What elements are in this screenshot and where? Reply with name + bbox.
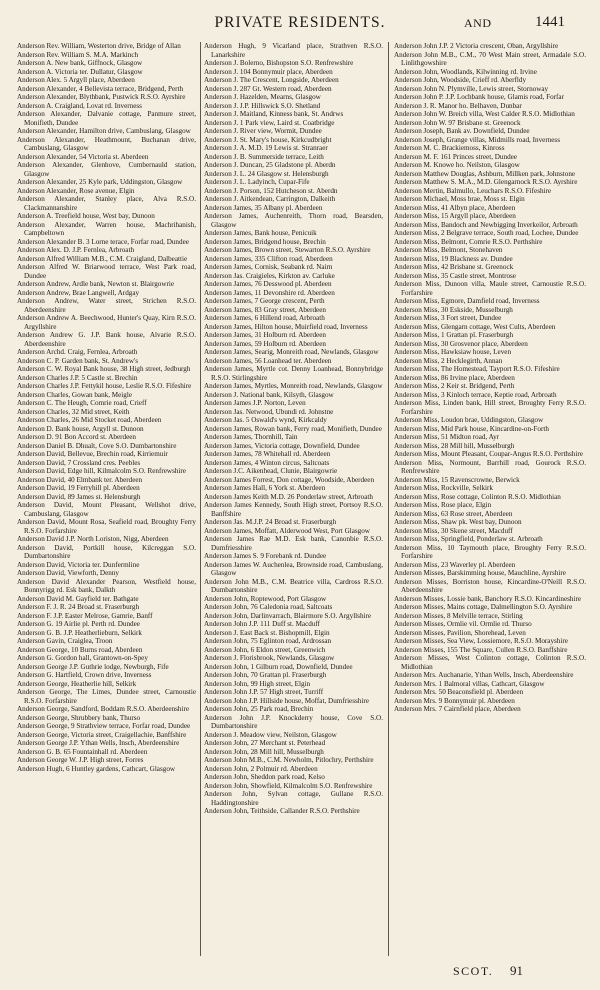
directory-entry: Anderson James, 76 Desswood pl. Aberdeen — [204, 280, 332, 288]
directory-entry: Anderson Jas. 5 Oswald's wynd, Kirkcaldy — [204, 416, 327, 424]
directory-entry: Anderson Daniel B. Dhualt, Cove S.O. Dumbartonshire — [17, 441, 177, 450]
directory-entry: Anderson Miss, 3 Fort street, Dundee — [394, 314, 502, 322]
directory-entry: Anderson James, 78 Whitehall rd. Aberdeen — [204, 450, 331, 458]
directory-entry: Anderson Mertin, Balmullo, Leuchars R.S.O. Fifeshire — [394, 186, 552, 195]
directory-entry: Anderson D. Bank house, Argyll st. Dunoon — [17, 424, 144, 433]
directory-entry: Anderson George, 9 Strathview terrace, Forfar road, Dundee — [17, 722, 191, 730]
directory-entry: Anderson James S. 9 Forebank rd. Dundee — [204, 552, 327, 560]
directory-entry: Anderson James, 7 George crescent, Perth — [204, 297, 325, 305]
directory-entry: Anderson Alex. 5 Argyll place, Aberdeen — [17, 76, 135, 84]
directory-entry: Anderson Misses, Barskimming house, Mauchline, Ayrshire — [394, 569, 566, 577]
directory-entry: Anderson James, Myrtle cot. Denny Loanhead, Bonnybridge R.S.O. Stirlingshire — [204, 365, 383, 382]
directory-entry: Anderson Hugh, 6 Huntley gardens, Cathcart, Glasgow — [17, 764, 176, 773]
directory-entry: Anderson Michael, Moss brae, Moss st. Elgin — [394, 195, 525, 203]
directory-entry: Anderson Miss, Belmont, Comrie R.S.O. Perthshire — [394, 237, 543, 246]
directory-entry: Anderson James, Thornhill, Tain — [204, 433, 298, 441]
directory-entry: Anderson F. J.P. Easter Melrose, Gamrie, Banff — [17, 611, 153, 620]
directory-entry: Anderson George, Shrubbery bank, Thurso — [17, 713, 141, 722]
directory-entry: Anderson Misses, Pavilion, Shorehead, Leven — [394, 628, 526, 637]
directory-entry: Anderson John J.P. 111 Duff st. Macduff — [204, 620, 321, 628]
directory-entry: Anderson George, Sandford, Boddam R.S.O. Aberdeenshire — [17, 705, 190, 713]
directory-entry: Anderson John, Roptewood, Port Glasgow — [204, 594, 327, 603]
directory-entry: Anderson J. 287 Gt. Western road, Aberdeen — [204, 84, 332, 93]
header-and: AND — [464, 16, 492, 30]
directory-entry: Anderson J. B. Summerside terrace, Leith — [204, 152, 324, 161]
directory-entry: Anderson James Forrest, Don cottage, Woodside, Aberdeen — [204, 475, 375, 484]
directory-entry: Anderson John, Darlinvarrach, Blairmore S.O. Argyllshire — [204, 611, 372, 620]
directory-entry: Anderson Misses, Lossie bank, Banchory R.S.O. Kincardineshire — [394, 594, 582, 603]
footer-number: 91 — [510, 963, 523, 978]
directory-entry: Anderson John M.B., C.M., 70 West Main street, Armadale S.O. Linlithgowshire — [394, 50, 586, 67]
directory-entry: Anderson John, 28 Mill hill, Musselburgh — [204, 747, 324, 756]
directory-entry: Anderson J. Aitkendean, Carrington, Dalkeith — [204, 195, 336, 203]
directory-entry: Anderson John, 25 Park road, Brechin — [204, 705, 314, 713]
directory-entry: Anderson Alexander, 54 Victoria st. Aberdeen — [17, 152, 149, 161]
directory-entry: Anderson J. Maitland, Kinness bank, St. Andrws — [204, 110, 344, 118]
directory-entry: Anderson J. National bank, Kilsyth, Glasgow — [204, 390, 334, 399]
directory-entry: Anderson J. 1 Park view, Laird st. Coatbridge — [204, 118, 335, 127]
directory-entry: Anderson Miss, 35 Castle street, Montrose — [394, 271, 516, 280]
directory-entry: Anderson Charles J.P. Fettykil house, Leslie R.S.O. Fifeshire — [17, 382, 192, 390]
page-header — [0, 14, 600, 34]
directory-entry: Anderson Miss, 30 Eskside, Musselburgh — [394, 305, 513, 314]
directory-entry: Anderson John, 70 Grattan pl. Fraserburgh — [204, 671, 327, 679]
directory-entry: Anderson James, Brown street, Stewarton R.S.O. Ayrshire — [204, 246, 371, 254]
directory-entry: Anderson Misses, Borriston house, Kincardine-O'Neill R.S.O. Aberdeenshire — [394, 577, 586, 594]
directory-entry: Anderson J. St. Mary's house, Kirkcudbright — [204, 135, 332, 144]
directory-entry: Anderson Miss, 3 Kinloch terrace, Keptie road, Arbroath — [394, 390, 557, 399]
footer-label: SCOT. — [453, 964, 494, 978]
directory-entry: Anderson Alexander, 25 Kyle park, Uddingston, Glasgow — [17, 178, 183, 186]
columns-area — [17, 42, 589, 956]
directory-entry: Anderson Jas. M.J.P. 24 Broad st. Fraserburgh — [204, 518, 337, 526]
directory-entry: Anderson Alfred W. Briarwood terrace, West Park road, Dundee — [17, 263, 196, 280]
directory-entry: Anderson Alfred William M.B., C.M. Craigland, Dalbeattie — [17, 254, 188, 263]
column-2 — [204, 42, 383, 956]
directory-entry: Anderson Miss, Rose place, Elgin — [394, 501, 492, 509]
directory-entry: Anderson M. Knowe ho. Neilston, Glasgow — [394, 161, 520, 169]
directory-entry: Anderson Joseph, Grange villas, Midmills road, Inverness — [394, 135, 560, 144]
directory-entry: Anderson James, Victoria cottage, Downfield, Dundee — [204, 441, 360, 450]
directory-entry: Anderson Miss, 23 Waverley pl. Aberdeen — [394, 560, 516, 569]
directory-entry: Anderson Charles, 32 Mid street, Keith — [17, 407, 130, 416]
directory-entry: Anderson James, Bridgend house, Brechin — [204, 237, 326, 246]
directory-entry: Anderson Miss, Rockville, Selkirk — [394, 484, 493, 492]
directory-entry: Anderson George, Heatherlie hill, Selkirk — [17, 679, 137, 688]
directory-entry: Anderson Alexander, Hamilton drive, Cambuslang, Glasgow — [17, 127, 191, 135]
directory-entry: Anderson Misses, 155 The Square, Cullen R.S.O. Banffshire — [394, 645, 568, 654]
directory-entry: Anderson Miss, Mid Park house, Kincardine-on-Forth — [394, 424, 549, 433]
directory-entry: Anderson Mrs. Auchanarie, Ythan Wells, Insch, Aberdeenshire — [394, 671, 574, 679]
directory-entry: Anderson Miss, Bandoch and Newbigging Inverkeilor, Arbroath — [394, 220, 578, 229]
directory-entry: Anderson David Alexander Pearson, Westfield house, Bonnyrigg rd. Esk bank, Dalkth — [17, 577, 196, 594]
directory-entry: Anderson J. Porson, 152 Hutcheson st. Aberdn — [204, 186, 338, 195]
directory-entry: Anderson John, 27 Merchant st. Peterhead — [204, 739, 326, 747]
directory-entry: Anderson Alexander, Glenhove, Cumbernauld station, Glasgow — [17, 161, 196, 178]
directory-entry: Anderson Miss, 30 Skene street, Macduff — [394, 526, 513, 535]
page-title: PRIVATE RESIDENTS. — [214, 14, 386, 31]
directory-entry: Anderson Rev. William, Westerton drive, Bridge of Allan — [17, 42, 181, 50]
directory-entry: Anderson J. L. Ladyinch, Cupar-Fife — [204, 178, 310, 186]
directory-entry: Anderson Miss, Loudon brae, Uddingston, Glasgow — [394, 416, 544, 424]
directory-entry: Anderson M. F. 161 Princes street, Dundee — [394, 152, 517, 161]
directory-entry: Anderson John N. Plymville, Lewis street, Stornoway — [394, 84, 549, 93]
directory-entry: Anderson James, Searig, Monreith road, Newlands, Glasgow — [204, 348, 379, 356]
directory-entry: Anderson Miss, 1 Grattan pl. Fraserburgh — [394, 331, 514, 339]
directory-entry: Anderson John J.P. Knockderry house, Cove S.O. Dumbartonshire — [204, 713, 383, 730]
column-3 — [394, 42, 586, 956]
directory-entry: Anderson G. B. J.P. Heatherlieburn, Selkirk — [17, 628, 142, 637]
directory-entry: Anderson John, Sylvan cottage, Gullane R.S.O. Haddingtonshire — [204, 790, 383, 807]
directory-entry: Anderson John, Showfield, Kilmalcolm S.O. Renfrewshire — [204, 781, 373, 790]
directory-entry: Anderson David, Mount Rosa, Seafield road, Broughty Ferry R.S.O. Forfarshire — [17, 518, 196, 535]
directory-entry: Anderson James, 59 Holburn rd. Aberdeen — [204, 339, 326, 348]
directory-entry: Anderson A. Victoria ter. Dullatur, Glasgow — [17, 67, 143, 76]
directory-entry: Anderson James Keith M.D. 26 Ponderlaw street, Arbroath — [204, 492, 373, 501]
directory-entry: Anderson J. River view, Wormit, Dundee — [204, 127, 322, 135]
directory-entry: Anderson Andrew G. J.P. Bank house, Alvarie R.S.O. Aberdeenshire — [17, 331, 196, 348]
directory-entry: Anderson David, Bellevue, Brechin road, Kirriemuir — [17, 450, 168, 458]
directory-entry: Anderson Andrew, Brae Langwell, Ardgay — [17, 288, 140, 297]
directory-entry: Anderson Charles, Gowan bank, Meigle — [17, 390, 133, 399]
directory-entry: Anderson John, Sheddon park road, Kelso — [204, 773, 325, 781]
directory-entry: Anderson Miss, 19 Blackness av. Dundee — [394, 254, 513, 263]
directory-entry: Anderson G. B. 65 Fountainhall rd. Aberdeen — [17, 747, 148, 756]
directory-entry: Anderson Miss, 2 Belgrave terrace, South road, Lochee, Dundee — [394, 229, 579, 237]
directory-entry: Anderson J. Hazelden, Mearns, Glasgow — [204, 93, 321, 101]
directory-entry: Anderson Miss, Glengarn cottage, West Cults, Aberdeen — [394, 322, 556, 331]
directory-entry: Anderson Alex. D. J.P. Fernlea, Arbroath — [17, 246, 135, 254]
directory-entry: Anderson James W. Auchenlea, Brownside road, Cambuslang, Glasgow — [204, 560, 383, 577]
directory-entry: Anderson David, Mount Pleasant, Wellshot drive, Cambuslang, Glasgow — [17, 501, 196, 518]
directory-entry: Anderson John, Teithside, Callander R.S.O. Perthshire — [204, 807, 360, 815]
directory-entry: Anderson Miss, Egmore, Damfield road, Inverness — [394, 297, 540, 305]
directory-entry: Anderson David, 19 Ferryhill pl. Aberdeen — [17, 484, 140, 492]
directory-entry: Anderson Alexander, Warren house, Machrihanish, Campbeltown — [17, 220, 196, 237]
directory-entry: Anderson John M.B., C.M. Newholm, Pitlochry, Perthshire — [204, 756, 374, 764]
directory-entry: Anderson Miss, Hawksiaw house, Leven — [394, 348, 512, 356]
directory-entry: Anderson Miss, Mount Pleasant, Coupar-Angus R.S.O. Perthshire — [394, 450, 583, 458]
directory-entry: Anderson James, 35 Albany pl. Aberdeen — [204, 203, 323, 212]
directory-entry: Anderson Alexander, Stanley place, Alva R.S.O. Clackmannanshire — [17, 195, 196, 212]
directory-entry: Anderson Jas. Craigieles, Kirkton av. Carluke — [204, 271, 335, 280]
directory-entry: Anderson John M.B., C.M. Beatrice villa, Cardross R.S.O. Dumbartonshire — [204, 577, 383, 594]
directory-entry: Anderson David, Edge hill, Kilmalcolm S.O. Renfrewshire — [17, 467, 186, 475]
directory-entry: Anderson Alexander, Blythbank, Pustwick R.S.O. Ayrshire — [17, 93, 186, 101]
directory-entry: Anderson J.C. Aikenhead, Clunie, Blairgowrie — [204, 467, 338, 475]
directory-entry: Anderson Gavin, Craiglea, Troon — [17, 637, 113, 645]
directory-entry: Anderson C. P. Garden bank, St. Andrew's — [17, 356, 139, 365]
directory-entry: Anderson Andrew, Ardle bank, Newton st. Blairgowrie — [17, 280, 175, 288]
directory-entry: Anderson Andrew, Water street, Strichen R.S.O. Aberdeenshire — [17, 297, 196, 314]
directory-entry: Anderson Miss, 51 Midton road, Ayr — [394, 433, 500, 441]
directory-entry: Anderson David, 40 Elmbank ter. Aberdeen — [17, 475, 143, 484]
directory-entry: Anderson George, 10 Burns road, Aberdeen — [17, 645, 143, 654]
directory-entry: Anderson Alexander, Heathmount, Buchanan drive, Cambuslang, Glasgow — [17, 135, 196, 152]
directory-entry: Anderson C. The Heugh, Comrie road, Crieff — [17, 399, 147, 407]
directory-entry: Anderson David, Victoria ter. Dunfermline — [17, 560, 140, 569]
directory-entry: Anderson James, 56 Loanhead ter. Aberdeen — [204, 356, 332, 365]
directory-entry: Anderson Alexander, Rose avenue, Elgin — [17, 186, 135, 195]
directory-entry: Anderson J. Duncan, 25 Gladstone pl. Aberdn — [204, 161, 336, 169]
directory-entry: Anderson J. Bolerno, Bishopston S.O. Renfrewshire — [204, 59, 354, 67]
directory-entry: Anderson Miss, 28 Mill hill, Musselburgh — [394, 441, 515, 450]
directory-entry: Anderson D. 91 Bon Accord st. Aberdeen — [17, 433, 136, 441]
directory-entry: Anderson David, 89 James st. Helensburgh — [17, 492, 141, 501]
directory-entry: Anderson James Rae M.D. Esk bank, Canonbie R.S.O. Dumfriesshire — [204, 535, 383, 552]
column-divider — [200, 42, 201, 956]
directory-entry: Anderson James, 31 Holburn rd. Aberdeen — [204, 331, 326, 339]
column-divider — [388, 42, 389, 956]
directory-entry: Anderson James, Bank house, Penicuik — [204, 229, 317, 237]
directory-entry: Anderson Miss, 15 Ravenscrowne, Berwick — [394, 475, 520, 484]
directory-entry: Anderson Miss, Normount, Barrhill road, Gourock R.S.O. Renfrewshire — [394, 458, 586, 475]
directory-entry: Anderson David J.P. North Loriston, Nigg, Aberdeen — [17, 535, 169, 543]
directory-entry: Anderson G. Gordon hall, Grantown-on-Spey — [17, 654, 148, 662]
directory-entry: Anderson Matthew S. M.A., M.D. Glengarnock R.S.O. Ayrshire — [394, 178, 578, 186]
directory-entry: Anderson Miss, 15 Argyll place, Aberdeen — [394, 212, 516, 220]
directory-entry: Anderson Mrs. 50 Beaconsfield pl. Aberdeen — [394, 688, 524, 696]
directory-entry: Anderson J. L. 24 Glasgow st. Helensburgh — [204, 169, 329, 178]
directory-entry: Anderson John, 1 Gilburn road, Downfield, Dundee — [204, 662, 353, 671]
directory-entry: Anderson John, 6 Eldon street, Greenwich — [204, 645, 326, 654]
directory-entry: Anderson Matthew Douglas, Ashburn, Millken park, Johnstone — [394, 169, 576, 178]
directory-entry: Anderson Misses, West Colinton cottage, Colinton R.S.O. Midlothian — [394, 654, 586, 671]
directory-entry: Anderson Joseph, Bank av. Downfield, Dundee — [394, 127, 530, 135]
directory-entry: Anderson Rev. William S. M.A. Markinch — [17, 50, 139, 59]
directory-entry: Anderson David, 7 Crossland cres. Peebles — [17, 458, 141, 467]
directory-entry: Anderson Miss, 41 Albyn place, Aberdeen — [394, 203, 516, 212]
directory-entry: Anderson Miss, Springfield, Ponderlaw st. Arbroath — [394, 535, 543, 543]
directory-entry: Anderson Misses, Ormlie vil. Ormlie rd. Thurso — [394, 620, 532, 628]
directory-entry: Anderson Andrew A. Beechwood, Hunter's Quay, Kirn R.S.O. Argyllshire — [17, 314, 196, 331]
directory-entry: Anderson Miss, 2 Keir st. Bridgend, Perth — [394, 382, 515, 390]
directory-entry: Anderson C. W. Royal Bank house, 38 High street, Jedburgh — [17, 365, 191, 373]
directory-entry: Anderson Jas. Netwood, Ubundi rd. Johnstne — [204, 407, 334, 416]
directory-entry: Anderson G. 19 Airlie pl. Perth rd. Dundee — [17, 620, 140, 628]
directory-entry: Anderson James J.P. Norton, Leven — [204, 399, 306, 407]
directory-entry: Anderson Mrs. 7 Cairnfield place, Aberdeen — [394, 705, 521, 713]
directory-entry: Anderson George J.P. Ythan Wells, Insch, Aberdeenshire — [17, 739, 180, 747]
directory-entry: Anderson Miss, Rose cottage, Colinton R.S.O. Midlothian — [394, 492, 561, 501]
directory-entry: Anderson James Hall, 6 York st. Aberdeen — [204, 484, 326, 492]
directory-entry: Anderson Misses, 8 Melville terrace, Stirling — [394, 611, 523, 620]
directory-entry: Anderson Miss, 42 Brisbane st. Greenock — [394, 263, 514, 271]
directory-entry: Anderson James, 83 Gray street, Aberdeen — [204, 305, 326, 314]
directory-entry: Anderson James, 335 Clifton road, Aberdeen — [204, 254, 333, 263]
page-footer — [0, 964, 600, 980]
directory-entry: Anderson James, 4 Winton circus, Saltcoats — [204, 458, 330, 467]
directory-entry: Anderson Miss, 30 Grosvenor place, Aberdeen — [394, 339, 528, 348]
directory-entry: Anderson Alexander, 4 Bellevista terrace, Bridgend, Perth — [17, 84, 184, 93]
directory-entry: Anderson J. Meadow view, Neilston, Glasgow — [204, 730, 337, 739]
directory-entry: Anderson James, 6 Hillend road, Arbroath — [204, 314, 325, 322]
directory-entry: Anderson J. The Crescent, Longside, Aberdeen — [204, 76, 339, 84]
directory-entry: Anderson Alexander, Dalvanie cottage, Panmure street, Monifieth, Dundee — [17, 110, 196, 127]
directory-entry: Anderson M. C. Brackiemoss, Kinross — [394, 144, 505, 152]
directory-entry: Anderson Mrs. 9 Bonnymuir pl. Aberdeen — [394, 696, 515, 705]
page-number: 1441 — [535, 14, 565, 30]
directory-entry: Anderson John, 2 Polmuir rd. Aberdeen — [204, 764, 318, 773]
directory-entry: Anderson Miss, 86 Irvine place, Aberdeen — [394, 373, 515, 382]
directory-entry: Anderson John, Woodlands, Kilwinning rd. Irvine — [394, 67, 537, 76]
directory-entry: Anderson Charles J.P. 5 Castle st. Brechin — [17, 373, 138, 382]
directory-entry: Anderson John P. J.P. Lochbank house, Glamis road, Forfar — [394, 93, 564, 101]
directory-entry: Anderson John, 75 Eglinton road, Ardrossan — [204, 637, 332, 645]
directory-entry: Anderson David M. Gayfield ter. Bathgate — [17, 594, 139, 603]
directory-entry: Anderson Miss, 10 Taymouth place, Broughty Ferry R.S.O. Forfarshire — [394, 543, 586, 560]
directory-entry: Anderson J. East Back st. Bishopmill, Elgin — [204, 628, 330, 637]
directory-entry: Anderson James, Hilton house, Muirfield road, Inverness — [204, 322, 368, 331]
directory-entry: Anderson John W. Breich villa, West Calder R.S.O. Midlothian — [394, 110, 575, 118]
directory-entry: Anderson Miss, Linden bank, Hill street, Broughty Ferry R.S.O. Forfarshire — [394, 399, 586, 416]
directory-entry: Anderson Miss, 2 Hecklegirth, Annan — [394, 356, 503, 365]
directory-entry: Anderson James, Auchenreith, Thorn road, Bearsden, Glasgow — [204, 212, 383, 229]
directory-entry: Anderson Archd. Craig, Fernlea, Arbroath — [17, 348, 138, 356]
directory-entry: Anderson James, Rowan bank, Ferry road, Monifieth, Dundee — [204, 424, 382, 433]
directory-entry: Anderson George, The Limes, Dundee street, Carnoustie R.S.O. Forfarshire — [17, 688, 196, 705]
directory-entry: Anderson George W. J.P. High street, Forres — [17, 756, 144, 764]
directory-entry: Anderson F. J. R. 24 Broad st. Fraserburgh — [17, 603, 140, 611]
directory-entry: Anderson J. Florisbrook, Newlands, Glasgow — [204, 654, 335, 662]
directory-entry: Anderson David, Portkill house, Kilcreggan S.O. Dumbartonshire — [17, 543, 196, 560]
directory-entry: Anderson James, 11 Devonshire rd. Aberdeen — [204, 288, 335, 297]
directory-entry: Anderson A. Craigland, Lovat rd. Inverness — [17, 101, 142, 110]
directory-entry: Anderson Miss, Dunoon villa, Maule street, Carnoustie R.S.O. Forfarshire — [394, 280, 586, 297]
directory-entry: Anderson Misses, Sea View, Lossiemore, R.S.O. Morayshire — [394, 637, 568, 645]
column-1 — [17, 42, 196, 956]
directory-entry: Anderson J. J.P. Hillswick S.O. Shetland — [204, 101, 321, 110]
directory-entry: Anderson Mrs. 1 Balmoral villas, Cathcart, Glasgow — [394, 679, 545, 688]
directory-entry: Anderson David, Viewforth, Denny — [17, 569, 119, 577]
directory-entry: Anderson G. Hartfield, Crown drive, Inverness — [17, 671, 152, 679]
directory-entry: Anderson A. New bank, Giffnock, Glasgow — [17, 59, 143, 67]
directory-entry: Anderson Charles, 26 Mid Stocket road, Aberdeen — [17, 416, 162, 424]
directory-entry: Anderson Alexander B. 3 Lorne terace, Forfar road, Dundee — [17, 237, 189, 246]
directory-entry: Anderson John J.P. Hillside house, Moffat, Dumfriesshire — [204, 696, 369, 705]
directory-entry: Anderson John, Woodside, Crieff rd. Aberfldy — [394, 76, 527, 84]
directory-entry: Anderson George J.P. Guthrie lodge, Newburgh, Fife — [17, 662, 169, 671]
directory-entry: Anderson George, Victoria street, Craigellachie, Banffshire — [17, 730, 187, 739]
directory-entry: Anderson J. 104 Bonnymuir place, Aberdeen — [204, 67, 333, 76]
directory-entry: Anderson James, Moffatt, Alderwood West, Port Glasgow — [204, 526, 370, 535]
directory-entry: Anderson John J.P. 2 Victoria crescent, Oban, Argyllshire — [394, 42, 559, 50]
directory-entry: Anderson Miss, 63 Rose street, Aberdeen — [394, 509, 513, 518]
directory-entry: Anderson John, 76 Caledonia road, Saltcoats — [204, 603, 333, 611]
directory-entry: Anderson Miss, Shaw pk. West bay, Dunoon — [394, 518, 522, 526]
directory-entry: Anderson John W. 97 Brisbane st. Greenock — [394, 118, 521, 127]
directory-entry: Anderson James Kennedy, South High street, Portsoy R.S.O. Banffshire — [204, 501, 383, 518]
directory-entry: Anderson A. Treefield house, West bay, Dunoon — [17, 212, 155, 220]
directory-entry: Anderson Misses, Mains cottage, Dalmellington S.O. Ayrshire — [394, 603, 573, 611]
directory-entry: Anderson Miss, Belmont, Stonehaven — [394, 246, 503, 254]
directory-entry: Anderson James, Cornisk, Seabank rd. Nairn — [204, 263, 333, 271]
directory-entry: Anderson Hugh, 9 Vicarland place, Strathven R.S.O. Lanarkshire — [204, 42, 383, 59]
directory-entry: Anderson J. A. M.D. 19 Lewis st. Stranraer — [204, 144, 328, 152]
directory-entry: Anderson John J.P. 57 High street, Turriff — [204, 688, 324, 696]
directory-entry: Anderson James, Myrtles, Monreith road, Newlands, Glasgow — [204, 382, 383, 390]
directory-entry: Anderson John, 99 High street, Elgin — [204, 679, 311, 688]
directory-entry: Anderson J. R. Manor ho. Belhaven, Dunbar — [394, 101, 522, 110]
directory-entry: Anderson Miss, The Homestead, Tayport R.S.O. Fifeshire — [394, 365, 560, 373]
